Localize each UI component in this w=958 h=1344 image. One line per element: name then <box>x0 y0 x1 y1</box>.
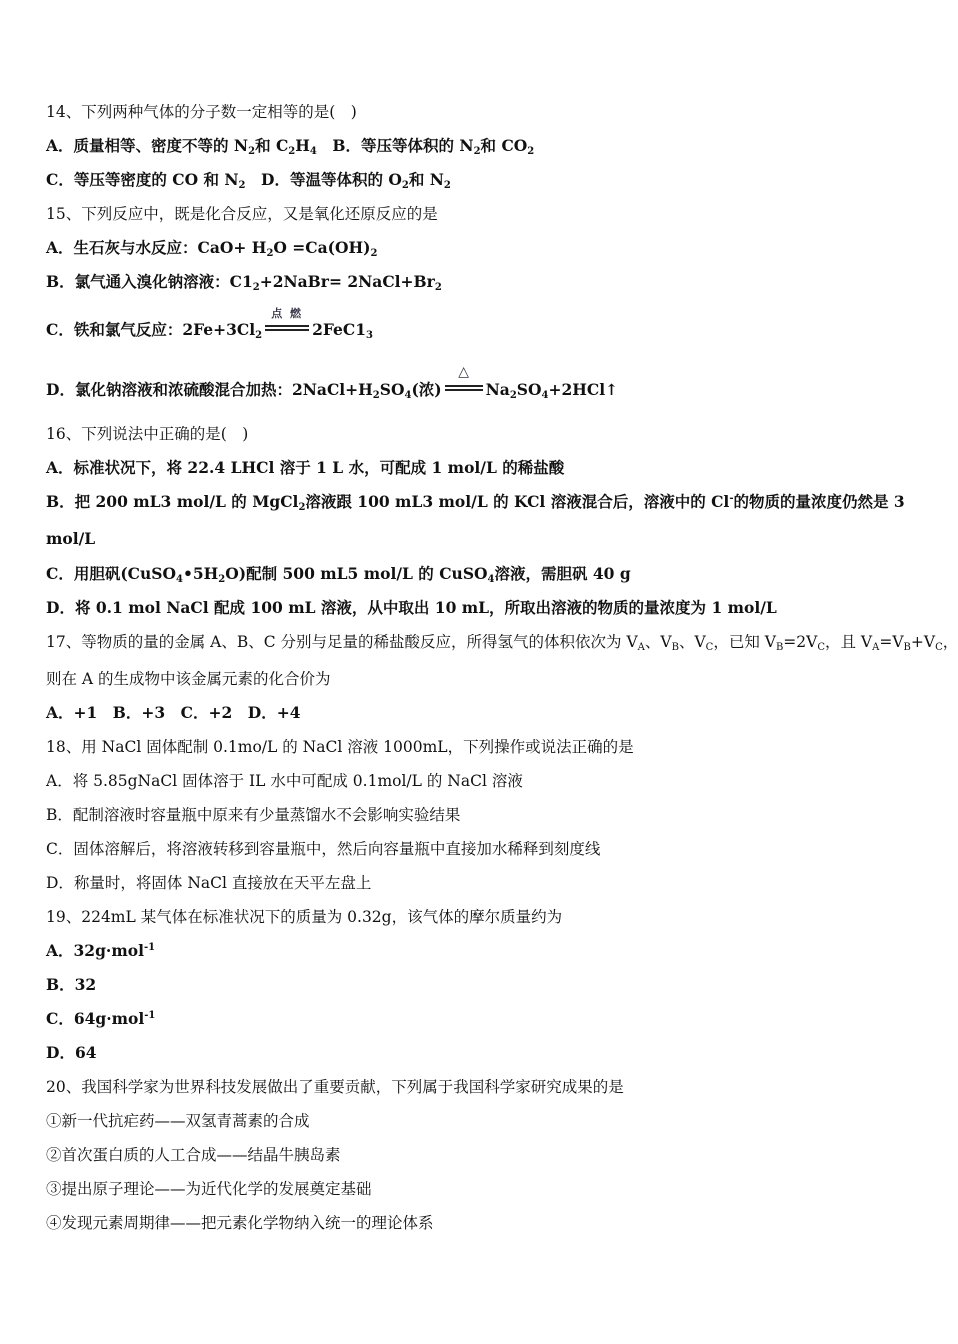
q15-option-c: C．铁和氯气反应：$2Fe+3Cl_2$ 点 燃 $2FeC1_3$ <box>46 307 374 341</box>
q19-option-a: A．32g·mol$^{-1}$ <box>46 941 156 960</box>
ignition-condition-sign: 点 燃 <box>265 318 309 338</box>
q17-stem: 17、等物质的量的金属 A、B、C 分别与足量的稀盐酸反应，所得氢气的体积依次为 $V_A$、$V_B$、$V_C$，已知 $V_B=2V_C$，且 $V_A=V_B+V_C$， <box>46 633 958 653</box>
q20-item: ④发现元素周期律——把元素化学物纳入统一的理论体系 <box>46 1214 434 1232</box>
q14-stem: 14、下列两种气体的分子数一定相等的是( ) <box>46 103 357 121</box>
q15-stem: 15、下列反应中，既是化合反应，又是氧化还原反应的是 <box>46 205 438 223</box>
heating-condition-sign: △ <box>445 378 483 398</box>
q14-options-ab: A．质量相等、密度不等的 $N_2$和 $C_2H_4$ B．等压等体积的 $N_2$和 $CO_2$ <box>46 136 535 157</box>
q14-options-cd: C．等压等密度的 CO 和 $N_2$ D．等温等体积的 $O_2$和 $N_2$ <box>46 170 451 191</box>
q20-item: ①新一代抗疟药——双氢青蒿素的合成 <box>46 1112 310 1130</box>
q20-stem: 20、我国科学家为世界科技发展做出了重要贡献，下列属于我国科学家研究成果的是 <box>46 1078 624 1096</box>
q16-option-b: B．把 200 mL3 mol/L 的 MgCl$_2$溶液跟 100 mL3 mol/L 的 KCl 溶液混合后，溶液中的 Cl-的物质的量浓度仍然是 3 <box>46 492 905 513</box>
q15-option-b: B．氯气通入溴化钠溶液：$C1_2+2NaBr=$ $2NaCl+Br_2$ <box>46 272 442 293</box>
q16-option-b-cont: mol/L <box>46 529 96 548</box>
q19-option-d: D．64 <box>46 1043 97 1062</box>
q18-stem: 18、用 NaCl 固体配制 0.1mo/L 的 NaCl 溶液 1000mL，下列操作或说法正确的是 <box>46 738 634 756</box>
q17-stem-cont: 则在 A 的生成物中该金属元素的化合价为 <box>46 670 331 688</box>
q16-stem: 16、下列说法中正确的是( ) <box>46 425 249 443</box>
q18-option-a: A．将 5.85gNaCl 固体溶于 IL 水中可配成 0.1mol/L 的 NaCl 溶液 <box>46 772 523 790</box>
q20-item: ③提出原子理论——为近代化学的发展奠定基础 <box>46 1180 372 1198</box>
q15-option-a: A．生石灰与水反应：$CaO+ H_2O =Ca(OH)_2$ <box>46 238 378 259</box>
q17-options: A．+1 B．+3 C．+2 D．+4 <box>46 703 301 722</box>
q16-option-d: D．将 0.1 mol NaCl 配成 100 mL 溶液，从中取出 10 mL，所取出溶液的物质的量浓度为 1 mol/L <box>46 598 777 617</box>
q19-option-c: C．64g·mol$^{-1}$ <box>46 1009 156 1028</box>
q18-option-b: B．配制溶液时容量瓶中原来有少量蒸馏水不会影响实验结果 <box>46 806 461 824</box>
q16-option-c: C．用胆矾$(CuSO_4•5H_2O)$配制 500 mL5 mol/L 的 CuSO$_4$溶液，需胆矾 40 g <box>46 564 631 585</box>
q18-option-c: C．固体溶解后，将溶液转移到容量瓶中，然后向容量瓶中直接加水稀释到刻度线 <box>46 840 601 858</box>
q18-option-d: D．称量时，将固体 NaCl 直接放在天平左盘上 <box>46 874 372 892</box>
q16-option-a: A．标准状况下，将 22.4 LHCl 溶于 1 L 水，可配成 1 mol/L 的稀盐酸 <box>46 458 565 477</box>
q15-option-d: D．氯化钠溶液和浓硫酸混合加热：$2NaCl+H_2SO_4$(浓) △ $Na_2SO_4+2HCl↑$ <box>46 364 619 401</box>
q19-option-b: B．32 <box>46 975 97 994</box>
q20-item: ②首次蛋白质的人工合成——结晶牛胰岛素 <box>46 1146 341 1164</box>
q19-stem: 19、224mL 某气体在标准状况下的质量为 0.32g，该气体的摩尔质量约为 <box>46 908 563 926</box>
